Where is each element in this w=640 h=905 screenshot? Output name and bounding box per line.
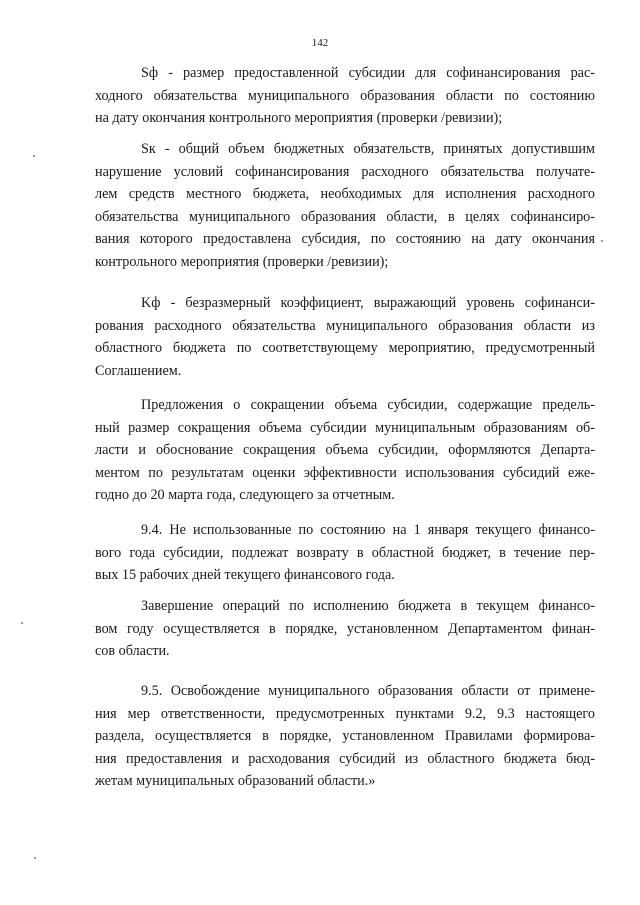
text-line: вого года субсидии, подлежат возврату в областной бюджет, в течение пер- [95,544,595,561]
text-line: Соглашением. [95,362,182,379]
text-line: вых 15 рабочих дней текущего финансового года. [95,567,395,584]
scan-speck [21,622,23,624]
text-line: Kф - безразмерный коэффициент, выражающий уровень софинанси- [141,295,595,311]
text-line: контрольного мероприятия (проверки /ревизии); [95,253,389,270]
text-line: сов области. [95,643,170,660]
scan-speck [34,857,36,859]
text-line: ментом по результатам оценки эффективности использования субсидий еже- [95,464,595,481]
text-line: вания которого предоставлена субсидия, по состоянию на дату окончания [95,231,595,248]
paragraph-budget-completion [95,595,595,663]
text-line: ния мер ответственности, предусмотренных пунктами 9.2, 9.3 настоящего [95,705,595,722]
text-line: 9.4. Не использованные по состоянию на 1 января текущего финансо- [141,522,595,538]
text-line: ния предоставления и расходования субсидий из областного бюджета бюд- [95,750,595,767]
scan-speck [33,155,35,157]
text-line: нарушение условий софинансирования расходного обязательства получате- [95,163,595,180]
text-line: областного бюджета по соответствующему мероприятию, предусмотренный [95,340,595,357]
text-line: годно до 20 марта года, следующего за отчетным. [95,487,395,504]
text-line: на дату окончания контрольного мероприятия (проверки /ревизии); [95,110,503,127]
paragraph-sf-definition [95,62,595,130]
text-line: Sф - размер предоставленной субсидии для софинансирования рас- [141,65,595,81]
text-line: ласти и обоснование сокращения объема субсидии, оформляются Департа- [95,442,595,459]
paragraph-subsidy-reduction [95,394,595,507]
text-line: ный размер сокращения объема субсидии муниципальным образованиям об- [95,419,595,436]
paragraph-9-5 [95,680,595,793]
text-line: раздела, осуществляется в порядке, установленном Правилами формирова- [95,728,595,745]
paragraph-kf-definition [95,292,595,382]
text-line: лем средств местного бюджета, необходимых для исполнения расходного [95,186,595,203]
text-line: 9.5. Освобождение муниципального образования области от примене- [141,683,595,699]
scan-speck [601,240,603,242]
page-number: 142 [311,37,329,49]
text-line: ходного обязательства муниципального образования области по состоянию [95,87,595,104]
paragraph-9-4 [95,519,595,587]
paragraph-sk-definition [95,138,595,274]
text-line: Завершение операций по исполнению бюджета в текущем финансо- [141,598,595,614]
text-line: Sк - общий объем бюджетных обязательств, принятых допустившим [141,141,595,157]
text-line: жетам муниципальных образований области.» [95,773,376,790]
text-line: вом году осуществляется в порядке, установленном Департаментом финан- [95,620,595,637]
text-line: рования расходного обязательства муниципального образования области из [95,317,595,334]
text-line: Предложения о сокращении объема субсидии, содержащие предель- [141,397,595,413]
text-line: обязательства муниципального образования области, в целях софинансиро- [95,208,595,225]
